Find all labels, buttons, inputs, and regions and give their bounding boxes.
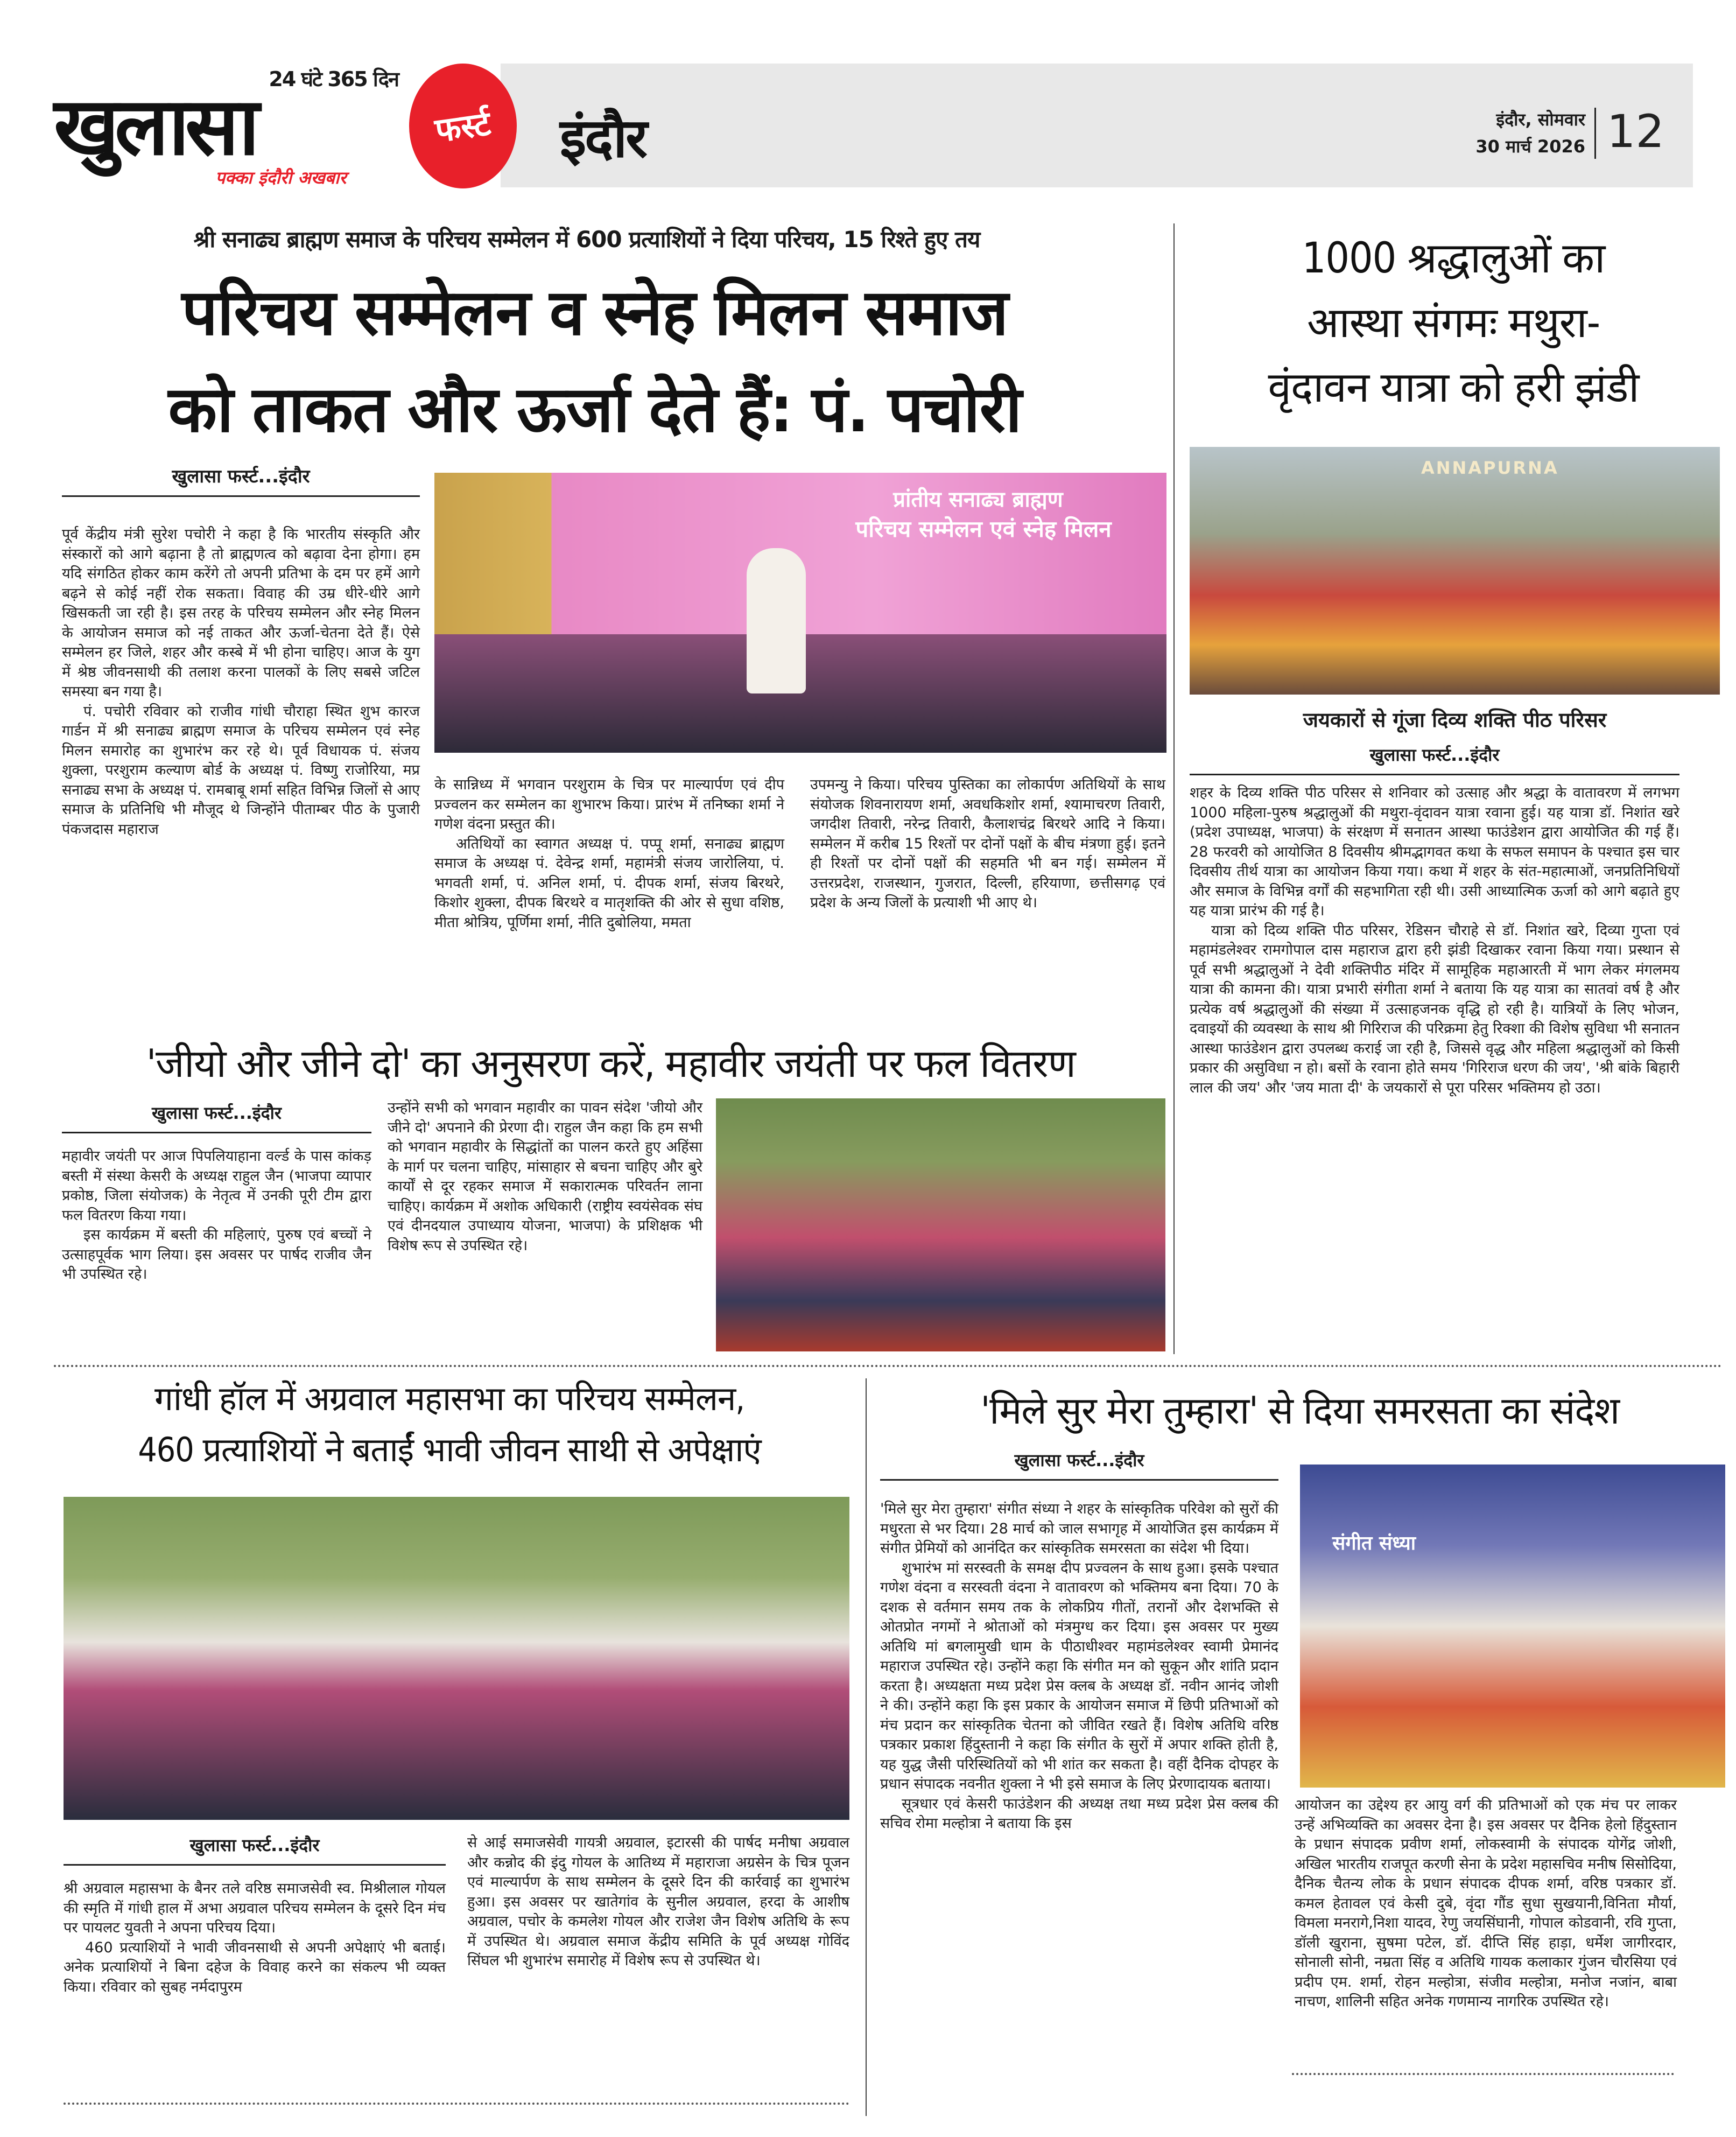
story5-col1-p2: शुभारंभ मां सरस्वती के समक्ष दीप प्रज्वलन के साथ हुआ। इसके पश्चात गणेश वंदना व सरस्वती वंदना ने वातावरण को भक्तिमय बना दिया। 70 के दशक से वर्तमान समय तक के लोकप्रिय गीतों, तरानों और देशभक्ति से ओतप्रोत नगमों ने श्रोताओं को मंत्रमुग्ध कर दिया। इस अवसर पर मुख्य अतिथि मां बगलामुखी धाम के पीठाधीश्वर महामंडलेश्वर स्वामी प्रेमानंद महाराज उपस्थित रहे। उन्होंने कहा कि संगीत मन को सुकून और शांति प्रदान करता है। अध्यक्षता मध्य प्रदेश प्रेस क्लब के अध्यक्ष डॉ. नवीन आनंद जोशी ने की। उन्होंने कहा कि इस प्रकार के आयोजन समाज में छिपी प्रतिभाओं को मंच प्रदान कर सांस्कृतिक चेतना को जीवित रखते हैं। विशेष अतिथि वरिष्ठ पत्रकार प्रकाश हिंदुस्तानी ने कहा कि संगीत के सुरों में अपार शक्ति होती है, यह युद्ध जैसी परिस्थितियों को भी शांत कर सकता है। वहीं दैनिक दोपहर के प्रधान संपादक नवनीत शुक्ला ने भी इसे समाज के लिए प्रेरणादायक बताया। (880, 1559, 1278, 1792)
story2-byline: खुलासा फर्स्ट...इंदौर (1190, 743, 1679, 775)
story3-byline: खुलासा फर्स्ट...इंदौर (62, 1101, 371, 1133)
story2-headline-line3: वृंदावन यात्रा को हरी झंडी (1268, 363, 1639, 412)
story1-byline: खुलासा फर्स्ट...इंदौर (62, 463, 420, 497)
story4-col2 (467, 1833, 849, 1971)
story2-subhead: जयकारों से गूंजा दिव्य शक्ति पीठ परिसर (1303, 708, 1607, 732)
story1-col3-p1: उपमन्यु ने किया। परिचय पुस्तिका का लोकार्पण अतिथियों के साथ संयोजक शिवनारायण शर्मा, अवधकिशोर शर्मा, श्यामाचरण तिवारी, जगदीश तिवारी, नरेन्द्र तिवारी, कैलाशचंद्र बिरथरे आदि ने किया। सम्मेलन में करीब 15 रिश्तों पर दोनों पक्षों के बीच मंत्रणा हुई। इतने ही रिश्तों पर दोनों पक्षों की सहमति भी बन गई। सम्मेलन में उत्तरप्रदेश, राजस्थान, गुजरात, दिल्ली, हरियाणा, छत्तीसगढ़ एवं प्रदेश के अन्य जिलों के प्रत्याशी भी आए थे। (810, 776, 1165, 911)
story1-kicker: श्री सनाढ्य ब्राह्मण समाज के परिचय सम्मेलन में 600 प्रत्याशियों ने दिया परिचय, 15 रिश्ते हुए तय (193, 226, 980, 253)
story1-headline-line2: को ताकत और ऊर्जा देते हैं: पं. पचोरी (168, 372, 1022, 446)
story3-col1-p1: महावीर जयंती पर आज पिपलियाहाना वर्ल्ड के पास कांकड़ बस्ती में संस्था केसरी के अध्यक्ष राहुल जैन (भाजपा व्यापार प्रकोष्ठ, जिला संयोजक) के नेतृत्व में उनकी पूरी टीम द्वारा फल वितरण किया गया। (62, 1148, 371, 1224)
story1-headline-line1: परिचय सम्मेलन व स्नेह मिलन समाज (181, 275, 1008, 349)
logo-badge (409, 64, 517, 188)
story5-col2 (1295, 1796, 1677, 2012)
photo-speaker (747, 548, 806, 693)
story5-headline: 'मिले सुर मेरा तुम्हारा' से दिया समरसता का संदेश (980, 1389, 1620, 1433)
story5-end-divider (1292, 2073, 1674, 2075)
story3-headline: 'जीयो और जीने दो' का अनुसरण करें, महावीर जयंती पर फल वितरण (146, 1041, 1076, 1086)
story1-col1-p2: पं. पचोरी रविवार को राजीव गांधी चौराहा स्थित शुभ कारज गार्डन में श्री सनाढ्य ब्राह्मण समाज के परिचय सम्मेलन एवं स्नेह मिलन समारोह का शुभारंभ कर रहे थे। पूर्व विधायक पं. संजय शुक्ला, परशुराम कल्याण बोर्ड के अध्यक्ष पं. विष्णु राजोरिया, मप्र सनाढ्य सभा के अध्यक्ष पं. रामबाबू शर्मा सहित विभिन्न जिलों से आए समाज के प्रतिनिधि भी मौजूद थे जिन्होंने पीताम्बर पीठ के पुजारी पंकजदास महाराज (62, 703, 420, 838)
story4-headline-line1: गांधी हॉल में अग्रवाल महासभा का परिचय सम्मेलन, (154, 1379, 745, 1418)
page-number: 12 (1607, 105, 1664, 158)
masthead (0, 0, 1736, 199)
story3-col2 (388, 1098, 702, 1256)
story1-col2 (434, 775, 784, 933)
story2-p2: यात्रा को दिव्य शक्ति पीठ परिसर, रेडिसन चौराहे से डॉ. निशांत खरे, दिव्या गुप्ता एवं महामंडलेश्वर रामगोपाल दास महाराज द्वारा हरी झंडी दिखाकर रवाना किया गया। प्रस्थान से पूर्व सभी श्रद्धालुओं ने देवी शक्तिपीठ मंदिर में सामूहिक महाआरती में भाग लेकर मंगलमय यात्रा की कामना की। यात्रा प्रभारी संगीता शर्मा ने बताया कि यह यात्रा का सातवां वर्ष है और प्रत्येक वर्ष श्रद्धालुओं की संख्या में उत्साहजनक वृद्धि हो रही है। यात्रियों के लिए भोजन, दवाइयों की व्यवस्था के साथ श्री गिरिराज की परिक्रमा हेतु रिक्शा की विशेष सुविधा भी सनातन आस्था फाउंडेशन द्वारा उपलब्ध कराई जा रही है, जिससे वृद्ध और महिला श्रद्धालुओं को किसी प्रकार की असुविधा न हो। बसों के रवाना होते समय 'गिरिराज धरण की जय', 'श्री बांके बिहारी लाल की जय' और 'जय माता दी' के जयकारों से पूरा परिसर भक्तिमय हो उठा। (1190, 922, 1679, 1096)
story1-photo (434, 473, 1166, 753)
story1-col2-p1: के सान्निध्य में भगवान परशुराम के चित्र पर माल्यार्पण एवं दीप प्रज्वलन कर सम्मेलन का शुभारभ किया। प्रारंभ में तनिष्का शर्मा ने गणेश वंदना प्रस्तुत की। (434, 776, 784, 832)
story5-col2-p1: आयोजन का उद्देश्य हर आयु वर्ग की प्रतिभाओं को एक मंच पर लाकर उन्हें अभिव्यक्ति का अवसर देना है। इस अवसर पर दैनिक हेलो हिंदुस्तान के प्रधान संपादक प्रवीण शर्मा, लोकस्वामी के संपादक योगेंद्र जोशी, अखिल भारतीय राजपूत करणी सेना के प्रदेश महासचिव मनीष सिसोदिया, दैनिक चैतन्य लोक के प्रधान संपादक दीपक शर्मा, वरिष्ठ पत्रकार डॉ. कमल हेतावल एवं केसी दुबे, वृंदा गौंड सुधा सुखयानी,विनिता मौर्या, विमला मनरागे,निशा यादव, रेणु जयसिंघानी, गोपाल कोडवानी, रवि गुप्ता, डॉली खुराना, सुषमा पटेल, डॉ. दीप्ति सिंह हाड़ा, धर्मेश जागीरदार, सोनाली सोनी, नम्रता सिंह व अतिथि गायक कलाकार गुंजन चौरसिया एवं प्रदीप एम. शर्मा, रोहन मल्होत्रा, संजीव मल्होत्रा, मनोज नजांन, बाबा नाचण, शालिनी सहित अनेक गणमान्य नागरिक उपस्थित रहे। (1295, 1797, 1677, 2010)
story2-photo (1190, 447, 1720, 695)
story3-col1 (62, 1147, 371, 1285)
story4-col2-p1: से आई समाजसेवी गायत्री अग्रवाल, इटारसी की पार्षद मनीषा अग्रवाल और कन्नोद की इंदु गोयल के आतिथ्य में महाराजा अग्रसेन के चित्र पूजन एवं माल्यार्पण के साथ सम्मेलन के दूसरे दिन की कार्रवाई का शुभारंभ हुआ। इस अवसर पर खातेगांव के सुनील अग्रवाल, हरदा के आशीष अग्रवाल, पचोर के कमलेश गोयल और राजेश जैन विशेष अतिथि के रूप में उपस्थित थे। अग्रवाल समाज केंद्रीय समिति के पूर्व अध्यक्ष गोविंद सिंघल भी शुभारंभ समारोह में विशेष रूप से उपस्थित थे। (467, 1834, 849, 1969)
story4-byline: खुलासा फर्स्ट...इंदौर (64, 1833, 446, 1866)
story4-end-divider (64, 2103, 849, 2105)
story3-col2-p1: उन्होंने सभी को भगवान महावीर का पावन संदेश 'जीयो और जीने दो' अपनाने की प्रेरणा दी। राहुल जैन कहा कि हम सभी को भगवान महावीर के सिद्धांतों का पालन करते हुए अहिंसा के मार्ग पर चलना चाहिए, मांसाहार से बचना चाहिए और बुरे कार्यों से दूर रहकर समाज में सकारात्मक परिवर्तन लाना चाहिए। कार्यक्रम में अशोक अधिकारी (राष्ट्रीय स्वयंसेवक संघ एवं दीनदयाल उपाध्याय योजना, भाजपा) के प्रशिक्षक भी विशेष रूप से उपस्थित रहे। (388, 1099, 702, 1254)
edition-name: इंदौर (560, 107, 646, 170)
story1-col1 (62, 525, 420, 839)
story1-col3 (810, 775, 1165, 913)
story4-photo (64, 1497, 849, 1820)
dateline-date: 30 मार्च 2026 (1475, 136, 1585, 157)
story2-headline-line2: आस्था संगमः मथुरा- (1306, 299, 1600, 347)
story5-col1-p3: सूत्रधार एवं केसरी फाउंडेशन की अध्यक्ष तथा मध्य प्रदेश प्रेस क्लब की सचिव रोमा मल्होत्रा ने बताया कि इस (880, 1795, 1278, 1832)
story3-photo (716, 1098, 1165, 1351)
story2-headline-line1: 1000 श्रद्धालुओं का (1302, 234, 1605, 283)
logo-main: खुलासा (54, 80, 256, 173)
story2-p1: शहर के दिव्य शक्ति पीठ परिसर से शनिवार को उत्साह और श्रद्धा के वातावरण में लगभग 1000 महिला-पुरुष श्रद्धालुओं की मथुरा-वृंदावन यात्रा रवाना हुई। यह यात्रा डॉ. निशांत खरे (प्रदेश उपाध्यक्ष, भाजपा) के संरक्षण में सनातन आस्था फाउंडेशन द्वारा आयोजित की गई हैं। 28 फरवरी को आयोजित 8 दिवसीय श्रीमद्भागवत कथा के सफल समापन के पश्चात इस चार दिवसीय तीर्थ यात्रा का आयोजन किया गया। कथा में शहर के संत-महात्माओं, जनप्रतिनिधियों और समाज के विभिन्न वर्गों की सहभागिता रही थी। उसी आध्यात्मिक ऊर्जा को आगे बढ़ाते हुए यह यात्रा प्रारंभ की गई है। (1190, 784, 1679, 919)
logo-sub: पक्का इंदौरी अखबार (215, 167, 347, 188)
story5-byline: खुलासा फर्स्ट...इंदौर (880, 1448, 1278, 1481)
story5-col1-p1: 'मिले सुर मेरा तुम्हारा' संगीत संध्या ने शहर के सांस्कृतिक परिवेश को सुरों की मधुरता से भर दिया। 28 मार्च को जाल सभागृह में आयोजित इस कार्यक्रम में संगीत प्रेमियों को आनंदित कर सांस्कृतिक समरसता का संदेश भी दिया। (880, 1501, 1278, 1557)
photo-banner: संगीत संध्या (1332, 1532, 1416, 1554)
story3-col1-p2: इस कार्यक्रम में बस्ती की महिलाएं, पुरुष एवं बच्चों ने उत्साहपूर्वक भाग लिया। इस अवसर पर पार्षद राजीव जैन भी उपस्थित रहे। (62, 1227, 371, 1283)
column-divider-right (1173, 223, 1175, 1354)
photo-bus-text: ANNAPURNA (1421, 458, 1559, 478)
story4-col1 (64, 1879, 446, 1997)
story5-photo (1300, 1465, 1725, 1788)
story4-col1-p1: श्री अग्रवाल महासभा के बैनर तले वरिष्ठ समाजसेवी स्व. मिश्रीलाल गोयल की स्मृति में गांधी हाल में अभा अग्रवाल परिचय सम्मेलन के दूसरे दिन मंच पर पायलट युवती ने अपना परिचय दिया। (64, 1880, 446, 1936)
tagline-top: 24 घंटे 365 दिन (269, 67, 398, 91)
story2-body (1190, 783, 1679, 1098)
photo-banner-line2: परिचय सम्मेलन एवं स्नेह मिलन (855, 516, 1112, 542)
logo-badge-text: फर्स्ट (433, 103, 494, 150)
story4-headline-line2: 460 प्रत्याशियों ने बताईं भावी जीवन साथी से अपेक्षाएं (138, 1430, 761, 1469)
section-divider (54, 1365, 1723, 1367)
column-divider-bottom (866, 1378, 867, 2116)
dateline-divider (1594, 108, 1596, 159)
dateline-day: इंदौर, सोमवार (1496, 109, 1585, 130)
story1-col1-p1: पूर्व केंद्रीय मंत्री सुरेश पचोरी ने कहा है कि भारतीय संस्कृति और संस्कारों को आगे बढ़ाना है तो ब्राह्मणत्व को बढ़ावा देना होगा। हम यदि संगठित होकर काम करेंगे तो अपनी प्रतिभा के दम पर हमें आगे बढ़ने से कोई नहीं रोक सकता। विवाह की उम्र धीरे-धीरे आगे खिसकती जा रही है। इस तरह के परिचय सम्मेलन और स्नेह मिलन के आयोजन समाज को नई ताकत और ऊर्जा-चेतना देते हैं। ऐसे सम्मेलन हर जिले, शहर और कस्बे में भी होना चाहिए। आज के युग में श्रेष्ठ जीवनसाथी की तलाश करना पालकों के लिए सबसे जटिल समस्या बन गया है। (62, 526, 420, 700)
photo-banner-line1: प्रांतीय सनाढ्य ब्राह्मण (893, 487, 1063, 512)
story1-col2-p2: अतिथियों का स्वागत अध्यक्ष पं. पप्पू शर्मा, सनाढ्य ब्राह्मण समाज के अध्यक्ष पं. देवेन्द्र शर्मा, महामंत्री संजय जारोलिया, पं. भगवती शर्मा, पं. अनिल शर्मा, पं. दीपक शर्मा, संजय बिरथरे, किशोर शुक्ला, दीपक बिरथरे व मातृशक्ति की ओर से सुधा वशिष्ठ, मीता श्रोत्रिय, पूर्णिमा शर्मा, नीति दुबोलिया, ममता (434, 835, 784, 931)
story4-col1-p2: 460 प्रत्याशियों ने भावी जीवनसाथी से अपनी अपेक्षाएं भी बताई। अनेक प्रत्याशियों ने बिना दहेज के विवाह करने का संकल्प भी व्यक्त किया। रविवार को सुबह नर्मदापुरम (64, 1939, 446, 1995)
story5-col1 (880, 1500, 1278, 1834)
